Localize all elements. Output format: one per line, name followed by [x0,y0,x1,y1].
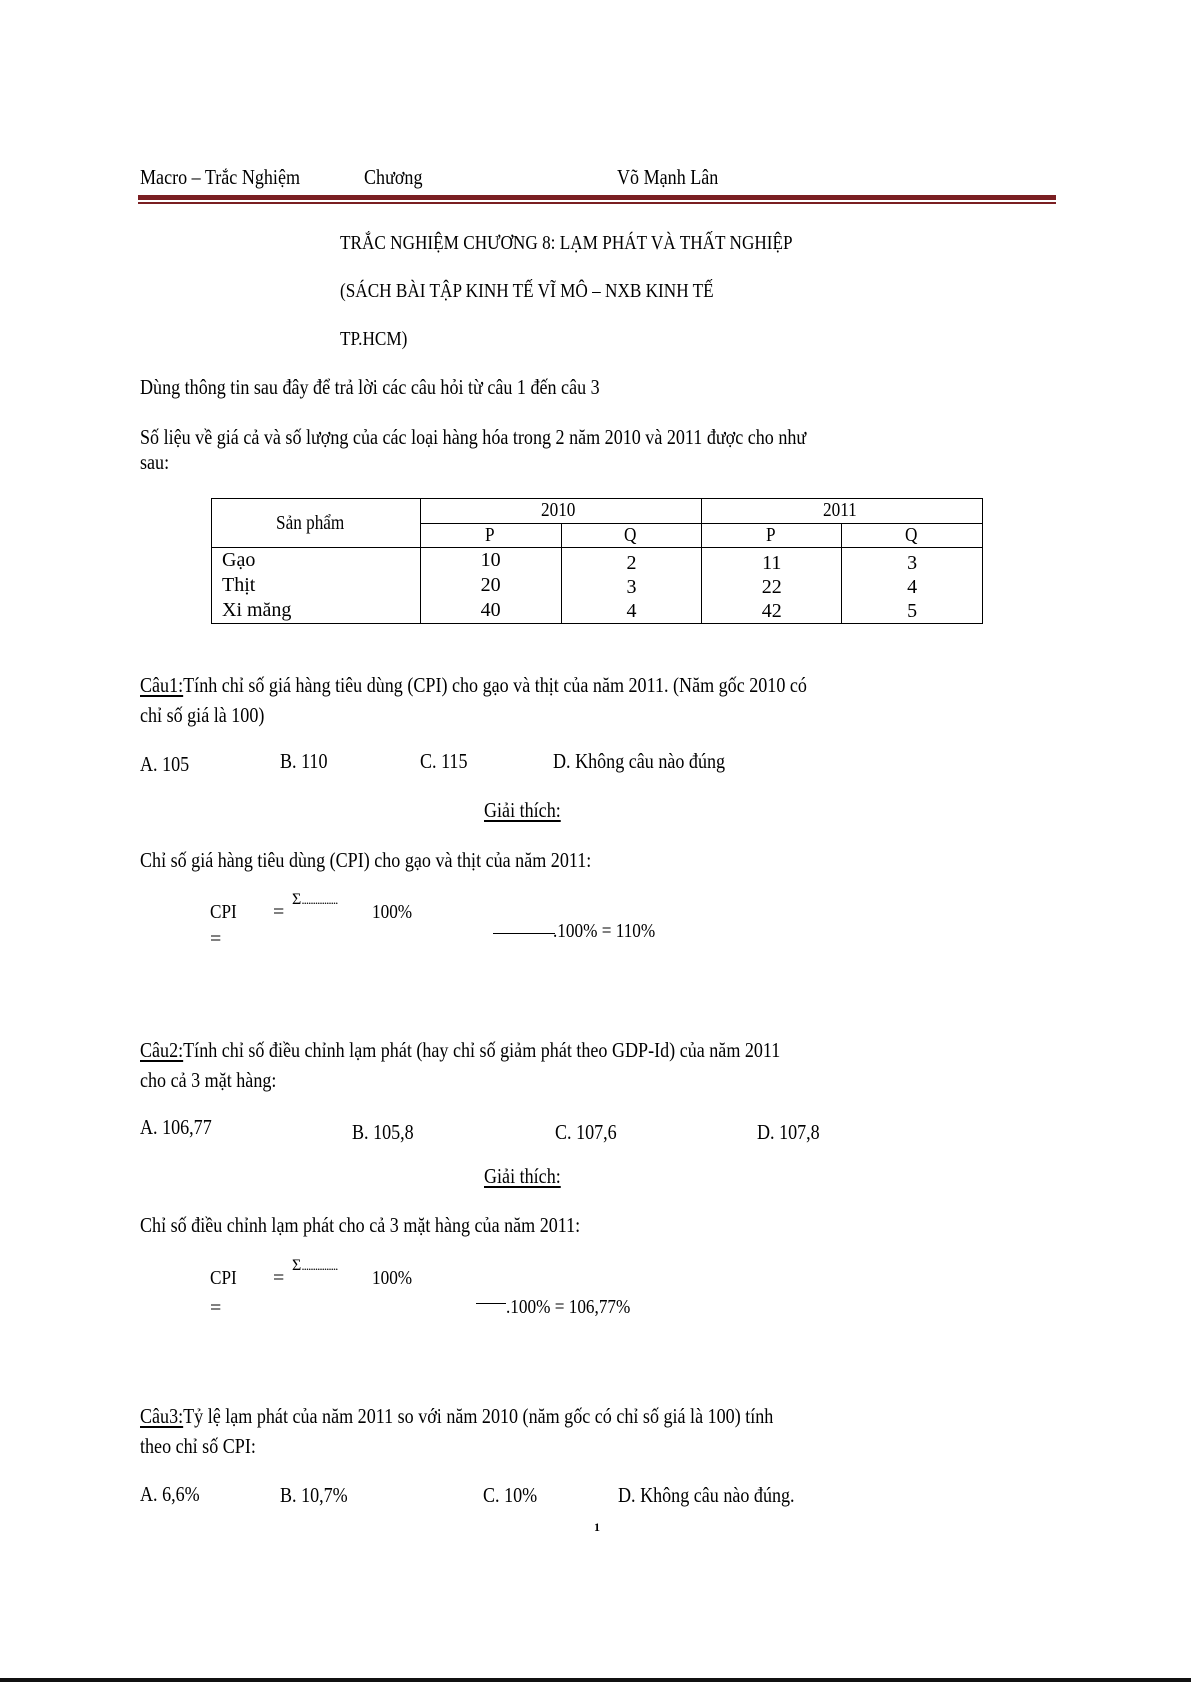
row-name-thit: Thịt [222,574,256,596]
cell-q2011-gao: 3 [907,552,918,574]
q2-text-line1: Câu2:Tính chỉ số điều chỉnh lạm phát (hay chỉ số giảm phát theo GDP-Id) của năm 2011 [140,1038,781,1062]
cell-p2011-ximang: 42 [761,600,782,622]
q1-formula-sigma: Σ................ [292,891,338,908]
header-rule-thin [138,202,1056,204]
q1-option-a: A. 105 [140,752,190,776]
header-right: Võ Mạnh Lân [617,165,719,189]
q1-explain-label: Giải thích: [484,798,561,822]
q2-text-line2: cho cả 3 mặt hàng: [140,1068,277,1092]
table-body [212,548,983,624]
table-header-product: Sản phẩm [212,499,421,548]
cell-q2010-thit: 3 [626,576,637,598]
q1-formula-pct: 100% [372,901,413,923]
page-number: 1 [594,1520,600,1534]
q1-text-line2: chỉ số giá là 100) [140,703,265,727]
q2-formula-sigma: Σ................ [292,1257,338,1274]
price-quantity-table [211,498,983,624]
q2-option-c: C. 107,6 [555,1120,617,1144]
q1-formula-eq: = [273,901,285,923]
cell-p2010-ximang: 40 [480,599,501,621]
q3-label: Câu3: [140,1404,184,1428]
table-header-2010: 2010 [420,499,702,524]
q3-option-a: A. 6,6% [140,1482,200,1506]
header-center: Chương [364,165,423,189]
q2-option-a: A. 106,77 [140,1115,212,1139]
q3-text-line1: Câu3:Tỷ lệ lạm phát của năm 2011 so với năm 2010 (năm gốc có chỉ số giá là 100) tính [140,1404,774,1428]
cell-p2011-gao: 11 [762,552,782,574]
cell-q2011-ximang: 5 [907,600,918,622]
q1-formula-lhs: CPI [210,901,237,923]
q1-option-d: D. Không câu nào đúng [553,749,726,773]
intro-line2a: Số liệu về giá cả và số lượng của các loại hàng hóa trong 2 năm 2010 và 2011 được cho như [140,425,807,449]
q3-option-d: D. Không câu nào đúng. [618,1483,795,1507]
q2-formula-eq2: = [210,1297,222,1319]
q2-formula-result: .100% = 106,77% [506,1296,631,1318]
q1-label: Câu1: [140,673,184,697]
row-name-ximang: Xi măng [222,599,292,621]
q1-formula-eq2: = [210,928,222,950]
cell-q2010-ximang: 4 [626,600,637,622]
q1-formula-result: .100% = 110% [553,920,656,942]
q3-option-c: C. 10% [483,1483,538,1507]
page-bottom-edge [0,1678,1191,1682]
q1-option-c: C. 115 [420,749,468,773]
page-title-line2: (SÁCH BÀI TẬP KINH TẾ VĨ MÔ – NXB KINH TẾ [340,280,714,302]
table-header-q2010: Q [561,524,702,548]
q2-label: Câu2: [140,1038,184,1062]
cell-q2011-thit: 4 [907,576,918,598]
q1-text-line1: Câu1:Tính chỉ số giá hàng tiêu dùng (CPI) cho gạo và thịt của năm 2011. (Năm gốc 2010 có [140,673,807,697]
cell-p2011-thit: 22 [761,576,782,598]
q2-formula-pct: 100% [372,1267,413,1289]
intro-line2b: sau: [140,450,170,474]
page-title-line3: TP.HCM) [340,328,408,350]
page-title-line1: TRẮC NGHIỆM CHƯƠNG 8: LẠM PHÁT VÀ THẤT NGHIỆP [340,232,793,254]
q2-explain-label: Giải thích: [484,1164,561,1188]
row-name-gao: Gạo [222,549,256,571]
q3-text-line2: theo chỉ số CPI: [140,1434,256,1458]
q2-explain-text: Chỉ số điều chỉnh lạm phát cho cả 3 mặt hàng của năm 2011: [140,1213,581,1237]
q2-option-b: B. 105,8 [352,1120,414,1144]
q2-formula-lhs: CPI [210,1267,237,1289]
table-header-p2010: P [420,524,561,548]
q1-option-b: B. 110 [280,749,328,773]
q2-formula-eq: = [273,1267,285,1289]
q1-fraction-bar [493,933,555,934]
q2-option-d: D. 107,8 [757,1120,820,1144]
table-header-p2011: P [702,524,842,548]
header-left: Macro – Trắc Nghiệm [140,165,301,189]
q3-option-b: B. 10,7% [280,1483,348,1507]
table-header-2011: 2011 [702,499,983,524]
table-header-q2011: Q [842,524,983,548]
q1-explain-text: Chỉ số giá hàng tiêu dùng (CPI) cho gạo và thịt của năm 2011: [140,848,592,872]
cell-q2010-gao: 2 [626,552,637,574]
header-rule-thick [138,195,1056,200]
q2-fraction-bar [476,1303,506,1304]
cell-p2010-thit: 20 [480,574,501,596]
intro-line1: Dùng thông tin sau đây để trả lời các câu hỏi từ câu 1 đến câu 3 [140,375,600,399]
cell-p2010-gao: 10 [480,549,501,571]
